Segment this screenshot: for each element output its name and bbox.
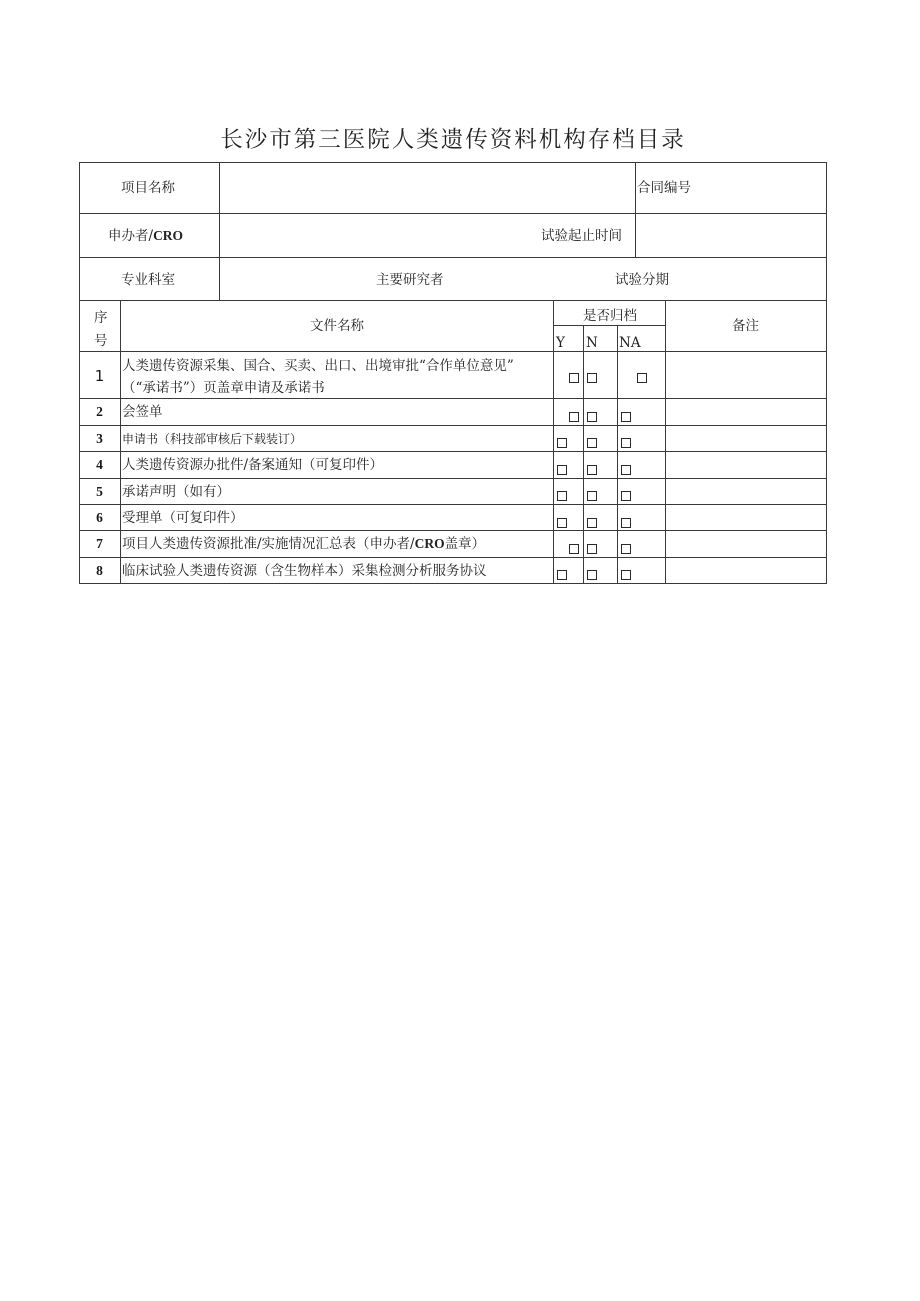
- checkbox-na[interactable]: [621, 518, 631, 528]
- checkbox-na[interactable]: [637, 373, 647, 383]
- row-doc-name: 人类遗传资源办批件/备案通知（可复印件）: [122, 457, 384, 473]
- row-doc-name: 受理单（可复印件）: [122, 510, 244, 526]
- checkbox-na[interactable]: [621, 465, 631, 475]
- trial-period-label: 试验起止时间: [541, 228, 622, 244]
- checkbox-y[interactable]: [569, 544, 579, 554]
- row-doc-name-pre: 项目人类遗传资源批准/实施情况汇总表（申办者/: [122, 536, 415, 552]
- contract-no-label: 合同编号: [637, 180, 691, 196]
- trial-phase-label: 试验分期: [615, 272, 669, 288]
- table-divider: [554, 325, 665, 326]
- table-divider: [79, 530, 827, 531]
- checkbox-na[interactable]: [621, 438, 631, 448]
- table-divider: [120, 300, 121, 584]
- sponsor-value[interactable]: [228, 228, 528, 244]
- checkbox-y[interactable]: [557, 438, 567, 448]
- page-title: 长沙市第三医院人类遗传资料机构存档目录: [220, 127, 686, 153]
- table-divider: [553, 300, 554, 584]
- row-doc-name-post: 盖章）: [444, 536, 486, 552]
- table-border-right: [826, 162, 827, 584]
- project-name-value[interactable]: [228, 180, 628, 196]
- trial-period-value[interactable]: [640, 228, 820, 244]
- checkbox-na[interactable]: [621, 412, 631, 422]
- row-number: 5: [96, 484, 103, 499]
- row-doc-name-cont: （“承诺书”）页盖章申请及承诺书: [122, 380, 325, 396]
- table-divider: [635, 162, 636, 258]
- row-number: 6: [96, 510, 103, 525]
- table-divider: [79, 557, 827, 558]
- table-divider: [219, 162, 220, 301]
- checkbox-n[interactable]: [587, 544, 597, 554]
- checkbox-na[interactable]: [621, 570, 631, 580]
- checkbox-n[interactable]: [587, 518, 597, 528]
- checkbox-n[interactable]: [587, 465, 597, 475]
- sponsor-label: [108, 228, 183, 244]
- row-doc-name: 承诺声明（如有）: [122, 484, 230, 500]
- table-divider: [665, 300, 666, 584]
- sponsor-label-cn: 申办者/: [108, 228, 154, 244]
- row-doc-name-cro: CRO: [414, 536, 445, 551]
- checkbox-y[interactable]: [557, 465, 567, 475]
- col-no-line1: 序: [94, 310, 108, 326]
- checkbox-n[interactable]: [587, 412, 597, 422]
- table-divider: [79, 213, 827, 214]
- checkbox-na[interactable]: [621, 544, 631, 554]
- checkbox-n[interactable]: [587, 438, 597, 448]
- checkbox-y[interactable]: [569, 373, 579, 383]
- checkbox-na[interactable]: [621, 491, 631, 501]
- contract-no-value[interactable]: [700, 180, 820, 196]
- sponsor-label-cro: CRO: [153, 228, 184, 243]
- row-number: 7: [96, 536, 103, 551]
- table-divider: [79, 478, 827, 479]
- col-no-line2: 号: [94, 333, 108, 349]
- col-remarks: 备注: [732, 318, 759, 334]
- col-n: N: [586, 335, 598, 351]
- col-archived: 是否归档: [583, 308, 637, 324]
- checkbox-y[interactable]: [557, 491, 567, 501]
- row-number: 1: [94, 367, 105, 385]
- row-doc-name: 申请书（科技部审核后下载装订）: [122, 432, 303, 446]
- table-divider: [79, 351, 827, 352]
- col-na: NA: [619, 335, 641, 351]
- table-border-top: [79, 162, 827, 163]
- table-divider: [583, 325, 584, 584]
- table-divider: [79, 257, 827, 258]
- row-number: 2: [96, 404, 103, 419]
- col-y: Y: [556, 335, 565, 351]
- table-divider: [79, 451, 827, 452]
- row-doc-name: [122, 536, 485, 552]
- table-divider: [79, 398, 827, 399]
- row-number: 4: [96, 457, 103, 472]
- row-doc-name: 人类遗传资源采集、国合、买卖、出口、出境审批“合作单位意见”: [122, 358, 514, 374]
- checkbox-n[interactable]: [587, 373, 597, 383]
- col-doc-name: 文件名称: [310, 318, 364, 334]
- table-divider: [79, 300, 827, 301]
- checkbox-y[interactable]: [557, 518, 567, 528]
- checkbox-n[interactable]: [587, 570, 597, 580]
- table-border-bottom: [79, 583, 827, 584]
- table-divider: [79, 425, 827, 426]
- project-name-label: 项目名称: [121, 180, 175, 196]
- checkbox-n[interactable]: [587, 491, 597, 501]
- table-divider: [79, 504, 827, 505]
- department-label: 专业科室: [121, 272, 175, 288]
- table-divider: [617, 325, 618, 584]
- row-number: 8: [96, 563, 103, 578]
- checkbox-y[interactable]: [569, 412, 579, 422]
- row-number: 3: [96, 431, 103, 446]
- row-doc-name: 临床试验人类遗传资源（含生物样本）采集检测分析服务协议: [122, 563, 487, 579]
- row-doc-name: 会签单: [122, 404, 163, 420]
- pi-label: 主要研究者: [376, 272, 444, 288]
- checkbox-y[interactable]: [557, 570, 567, 580]
